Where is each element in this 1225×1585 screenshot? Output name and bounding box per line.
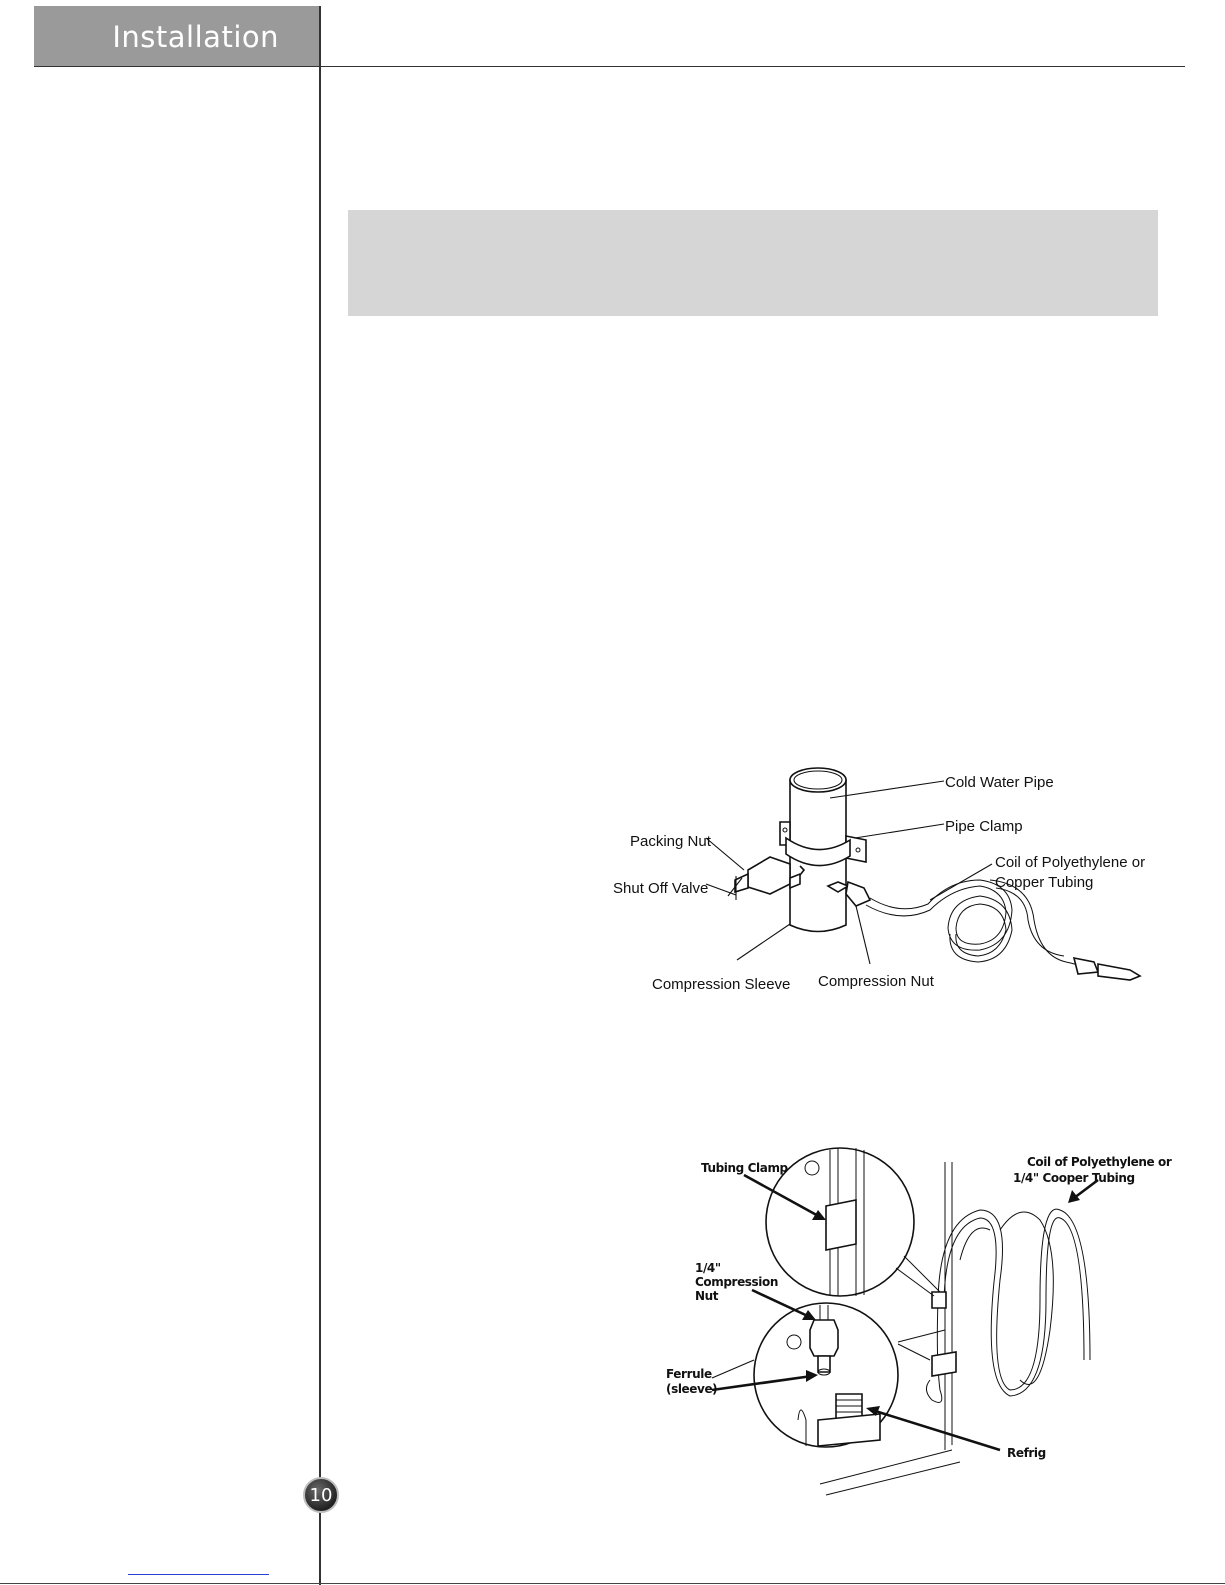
page-number-badge: 10 — [303, 1477, 339, 1513]
note-box — [348, 210, 1158, 316]
label-pipe-clamp: Pipe Clamp — [945, 818, 1023, 835]
label-shut-off-valve: Shut Off Valve — [613, 880, 709, 897]
tubing-coil-drawing-2 — [926, 1209, 1090, 1402]
label-ferrule-line1: Ferrule — [666, 1367, 712, 1381]
label-cold-water-pipe: Cold Water Pipe — [945, 774, 1054, 791]
label-coil-line1: Coil of Polyethylene or — [995, 854, 1146, 871]
bottom-rule — [0, 1583, 1225, 1584]
label-compression-nut: Compression Nut — [818, 973, 934, 990]
zoom-circle-clamp — [766, 1148, 940, 1296]
section-title: Installation — [112, 20, 279, 54]
label-packing-nut: Packing Nut — [630, 833, 711, 850]
tubing-coil-drawing — [828, 880, 1140, 980]
label-nut-line1: 1/4" — [695, 1261, 721, 1275]
label-coil2-line2: 1/4" Cooper Tubing — [1013, 1171, 1135, 1185]
label-coil2-line1: Coil of Polyethylene or — [1027, 1155, 1172, 1169]
header-tab — [34, 6, 319, 66]
label-nut-line3: Nut — [695, 1289, 719, 1303]
label-ferrule-line2: (sleeve) — [666, 1382, 718, 1396]
label-coil-line2: Copper Tubing — [995, 874, 1094, 891]
header-rule — [34, 66, 1185, 67]
zoom-circle-fitting — [754, 1303, 930, 1447]
label-compression-sleeve: Compression Sleeve — [652, 976, 791, 993]
label-tubing-clamp: Tubing Clamp — [701, 1161, 788, 1175]
bottom-link-underline — [128, 1574, 269, 1575]
figure-valve-installation — [600, 760, 1160, 1000]
figure-refrigerator-connection — [650, 1140, 1170, 1510]
margin-divider — [319, 6, 321, 1585]
label-nut-line2: Compression — [695, 1275, 778, 1289]
label-refrig: Refrig — [1007, 1446, 1046, 1460]
